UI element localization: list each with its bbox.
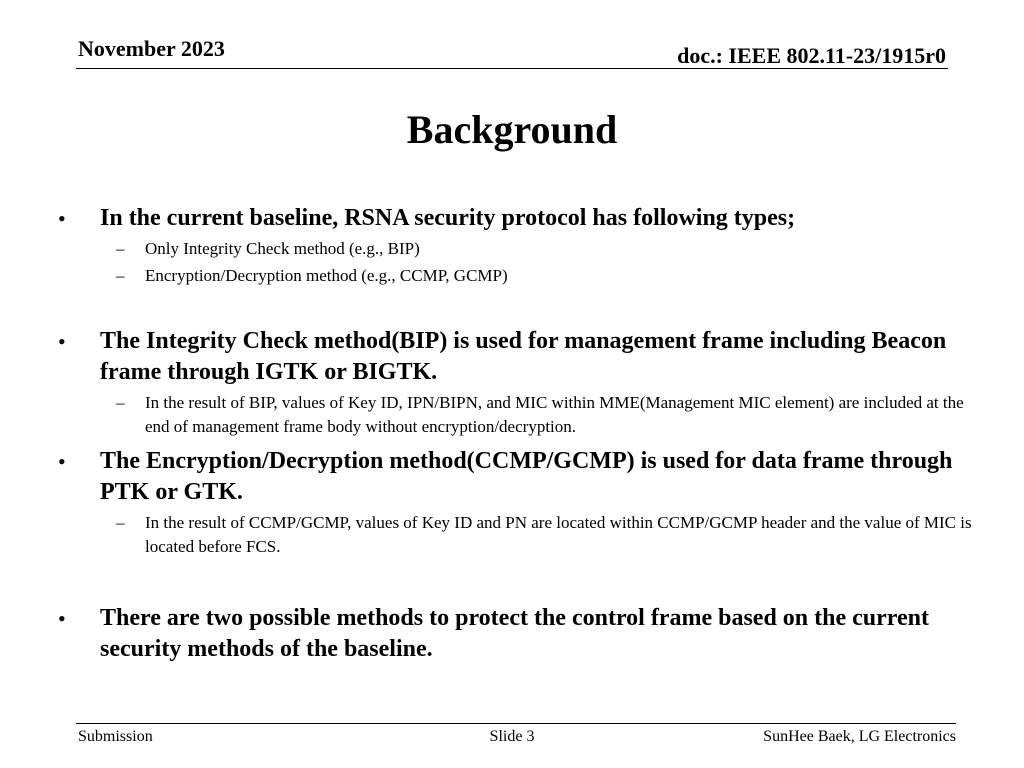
bullet-item — [58, 326, 964, 439]
sub-bullet-text: Encryption/Decryption method (e.g., CCMP, GCMP) — [145, 266, 508, 285]
footer-slide-number: Slide 3 — [489, 728, 535, 745]
header-date: November 2023 — [78, 36, 225, 61]
sub-bullet-item — [116, 391, 964, 439]
header-doc-id: doc.: IEEE 802.11-23/1915r0 — [677, 43, 946, 68]
sub-bullet-dash: – — [116, 513, 125, 532]
bullet-item — [58, 603, 958, 665]
bullet-marker: • — [58, 329, 66, 354]
slide-title: Background — [406, 107, 618, 152]
footer-divider — [76, 723, 956, 724]
header-divider — [76, 68, 948, 69]
bullet-item — [58, 203, 958, 288]
sub-bullet-text: In the result of BIP, values of Key ID, IPN/BIPN, and MIC within MME(Management MIC element) are included at the end of management frame body without encryption/decryption. — [145, 393, 964, 436]
bullet-text: In the current baseline, RSNA security protocol has following types; — [100, 205, 796, 231]
bullet-item — [58, 446, 972, 559]
sub-bullet-item — [116, 511, 972, 559]
sub-bullet-dash: – — [116, 266, 125, 285]
sub-bullet-item — [116, 264, 958, 288]
sub-bullet-text: Only Integrity Check method (e.g., BIP) — [145, 239, 420, 258]
footer-author: SunHee Baek, LG Electronics — [763, 728, 956, 745]
bullet-marker: • — [58, 606, 66, 631]
bullet-text: The Encryption/Decryption method(CCMP/GCMP) is used for data frame through PTK or GTK. — [100, 448, 953, 505]
bullet-marker: • — [58, 206, 66, 231]
sub-bullet-dash: – — [116, 393, 125, 412]
footer-submission: Submission — [78, 728, 153, 745]
sub-bullet-dash: – — [116, 239, 125, 258]
bullet-text: The Integrity Check method(BIP) is used for management frame including Beacon frame through IGTK or BIGTK. — [100, 328, 947, 385]
sub-bullet-text: In the result of CCMP/GCMP, values of Key ID and PN are located within CCMP/GCMP header and the value of MIC is located before FCS. — [145, 513, 972, 556]
bullet-marker: • — [58, 449, 66, 474]
sub-bullet-item — [116, 237, 958, 261]
bullet-text: There are two possible methods to protect the control frame based on the current security methods of the baseline. — [100, 605, 930, 662]
